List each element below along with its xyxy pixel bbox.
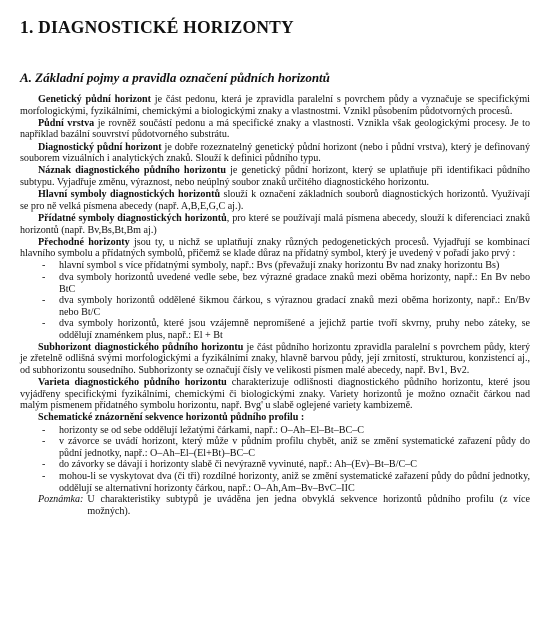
- definition-text: , pro které se používají malá písmena abecedy, slouží k diferenciaci znaků horizontů (např. Bv,Bs,Bt,Bm aj.): [20, 212, 530, 236]
- schematic-heading: [20, 412, 530, 424]
- list-item: - v závorce se uvádí horizont, který může v půdním profilu chybět, aniž se změní systematické zařazení půdy do půdní jednotky, např.: O–Ah–El–(El+Bt)–BC–C: [20, 436, 530, 459]
- list-item: - hlavní symbol s více přídatnými symboly, např.: Bvs (převažují znaky horizontu Bv nad znaky horizontu Bs): [20, 260, 530, 272]
- definition-text: charakterizuje odlišnosti diagnostického půdního horizontu, které jsou vyjádřeny specifickými fyzikálními, chemickými či biologickými znaky. Variety horizontů je možno označit čárkou nad malým písmenem přídatného symbolu horizontu, např. Bvg' u slabě oglejené variety kambizemě.: [20, 377, 530, 412]
- paragraph-diagnostic-horizon: [20, 142, 530, 165]
- definition-text: je rovněž součástí pedonu a má specifické znaky a vlastnosti. Vznikla však geologickými procesy. Je to například bazální souvrství půdotvorného substrátu.: [20, 117, 531, 141]
- list-item: - horizonty se od sebe oddělují ležatými čárkami, např.: O–Ah–El–Bt–BC–C: [20, 425, 530, 437]
- list-item: - dva symboly horizontů oddělené šikmou čárkou, s výraznou gradací znaků mezi oběma horizonty, např.: En/Bv nebo Bt/C: [20, 295, 530, 318]
- list-item: - do závorky se dávají i horizonty slabě či nevýrazně vyvinuté, např.: Ah–(Ev)–Bt–B/C–C: [20, 459, 530, 471]
- term: Půdní vrstva: [38, 117, 95, 129]
- definition-text: je část půdního horizontu zpravidla paralelní s povrchem půdy, který je zřetelně odlišná svými morfologickými a fyzikálními znaky, hlavně barvou půdy, její zrnitostí, strukturou, konzistencí aj., od subhorizontu sousedního. Subhorizonty se označují čísly ve velikosti písmen malé abecedy, např. Bv1, Bv2.: [20, 341, 530, 376]
- definition-text: je dobře rozeznatelný genetický půdní horizont (nebo i půdní vrstva), který je definovaný souborem vizuálních i analytických znaků. Slouží k definici půdního typu.: [20, 141, 530, 165]
- document-body: [20, 94, 530, 517]
- paragraph-genetic-horizon: [20, 94, 530, 117]
- paragraph-subhorizon: [20, 342, 530, 377]
- note-text: U charakteristiky subtypů je uváděna jen jedna obvyklá sekvence horizontů půdního profilu (z více možných).: [87, 494, 530, 517]
- definition-text: slouží k označení základních souborů diagnostických horizontů. Využívají se pro ně velká písmena abecedy (např. A,B,E,G,C aj.).: [20, 189, 530, 212]
- term: Genetický půdní horizont: [38, 94, 152, 105]
- term: Náznak diagnostického půdního horizontu: [38, 165, 226, 177]
- chapter-title: 1. DIAGNOSTICKÉ HORIZONTY: [20, 17, 294, 37]
- term: Subhorizont diagnostického půdního horizontu: [38, 341, 244, 353]
- paragraph-main-symbols: [20, 189, 530, 212]
- paragraph-transition-horizons: [20, 237, 530, 260]
- section-heading: A. Základní pojmy a pravidla označení půdních horizontů: [20, 70, 330, 85]
- list-item: - dva symboly horizontů uvedené vedle sebe, bez výrazné gradace znaků mezi oběma horizonty, např.: En Bv nebo BtC: [20, 272, 530, 295]
- term: Varieta diagnostického půdního horizontu: [38, 377, 227, 388]
- schematic-heading-text: Schematické znázornění sekvence horizontů půdního profilu :: [38, 412, 305, 424]
- paragraph-additional-symbols: [20, 213, 530, 236]
- paragraph-soil-layer: [20, 118, 530, 141]
- term: Přechodné horizonty: [38, 236, 130, 248]
- transition-list: [20, 260, 530, 341]
- list-item: - mohou-li se vyskytovat dva (či tři) rozdílné horizonty, aniž se změní systematické zařazení půdy do půdní jednotky, oddělují se alternativní horizonty čárkou, např.: O–Ah,Am–Bv–BvC–IIC: [20, 471, 530, 494]
- term: Přídatné symboly diagnostických horizontů: [38, 212, 227, 224]
- term: Hlavní symboly diagnostických horizontů: [38, 189, 221, 201]
- definition-text: je genetický půdní horizont, který se uplatňuje při identifikaci půdního subtypu. Vyjadřuje změnu, výraznost, nebo neúplný soubor znaků určitého diagnostického horizontu.: [20, 165, 530, 188]
- note-label: Poznámka:: [38, 494, 84, 506]
- term: Diagnostický půdní horizont: [38, 141, 162, 153]
- note: [20, 494, 530, 517]
- schematic-list: [20, 425, 530, 495]
- paragraph-horizon-indication: [20, 165, 530, 188]
- definition-text: je část pedonu, která je zpravidla paralelní s povrchem půdy a vyznačuje se specifickými morfologickými, fyzikálními, chemickými a biologickými znaky a vlastnostmi. Vznikl působením půdotvorných procesů.: [20, 94, 530, 117]
- list-item: - dva symboly horizontů, které jsou vzájemně nepromíšené a jejichž partie tvoří skvrny, pruhy nebo záteky, se oddělují znaménkem plus, např.: El + Bt: [20, 318, 530, 341]
- definition-text: jsou ty, u nichž se uplatňují znaky různých pedogenetických procesů. Vyjadřují se kombinací hlavního symbolu a přídatných symbolů, přičemž se klade důraz na přídatný symbol, který je uvedený v pořadí jako prvý :: [20, 236, 530, 260]
- paragraph-variety: [20, 377, 530, 412]
